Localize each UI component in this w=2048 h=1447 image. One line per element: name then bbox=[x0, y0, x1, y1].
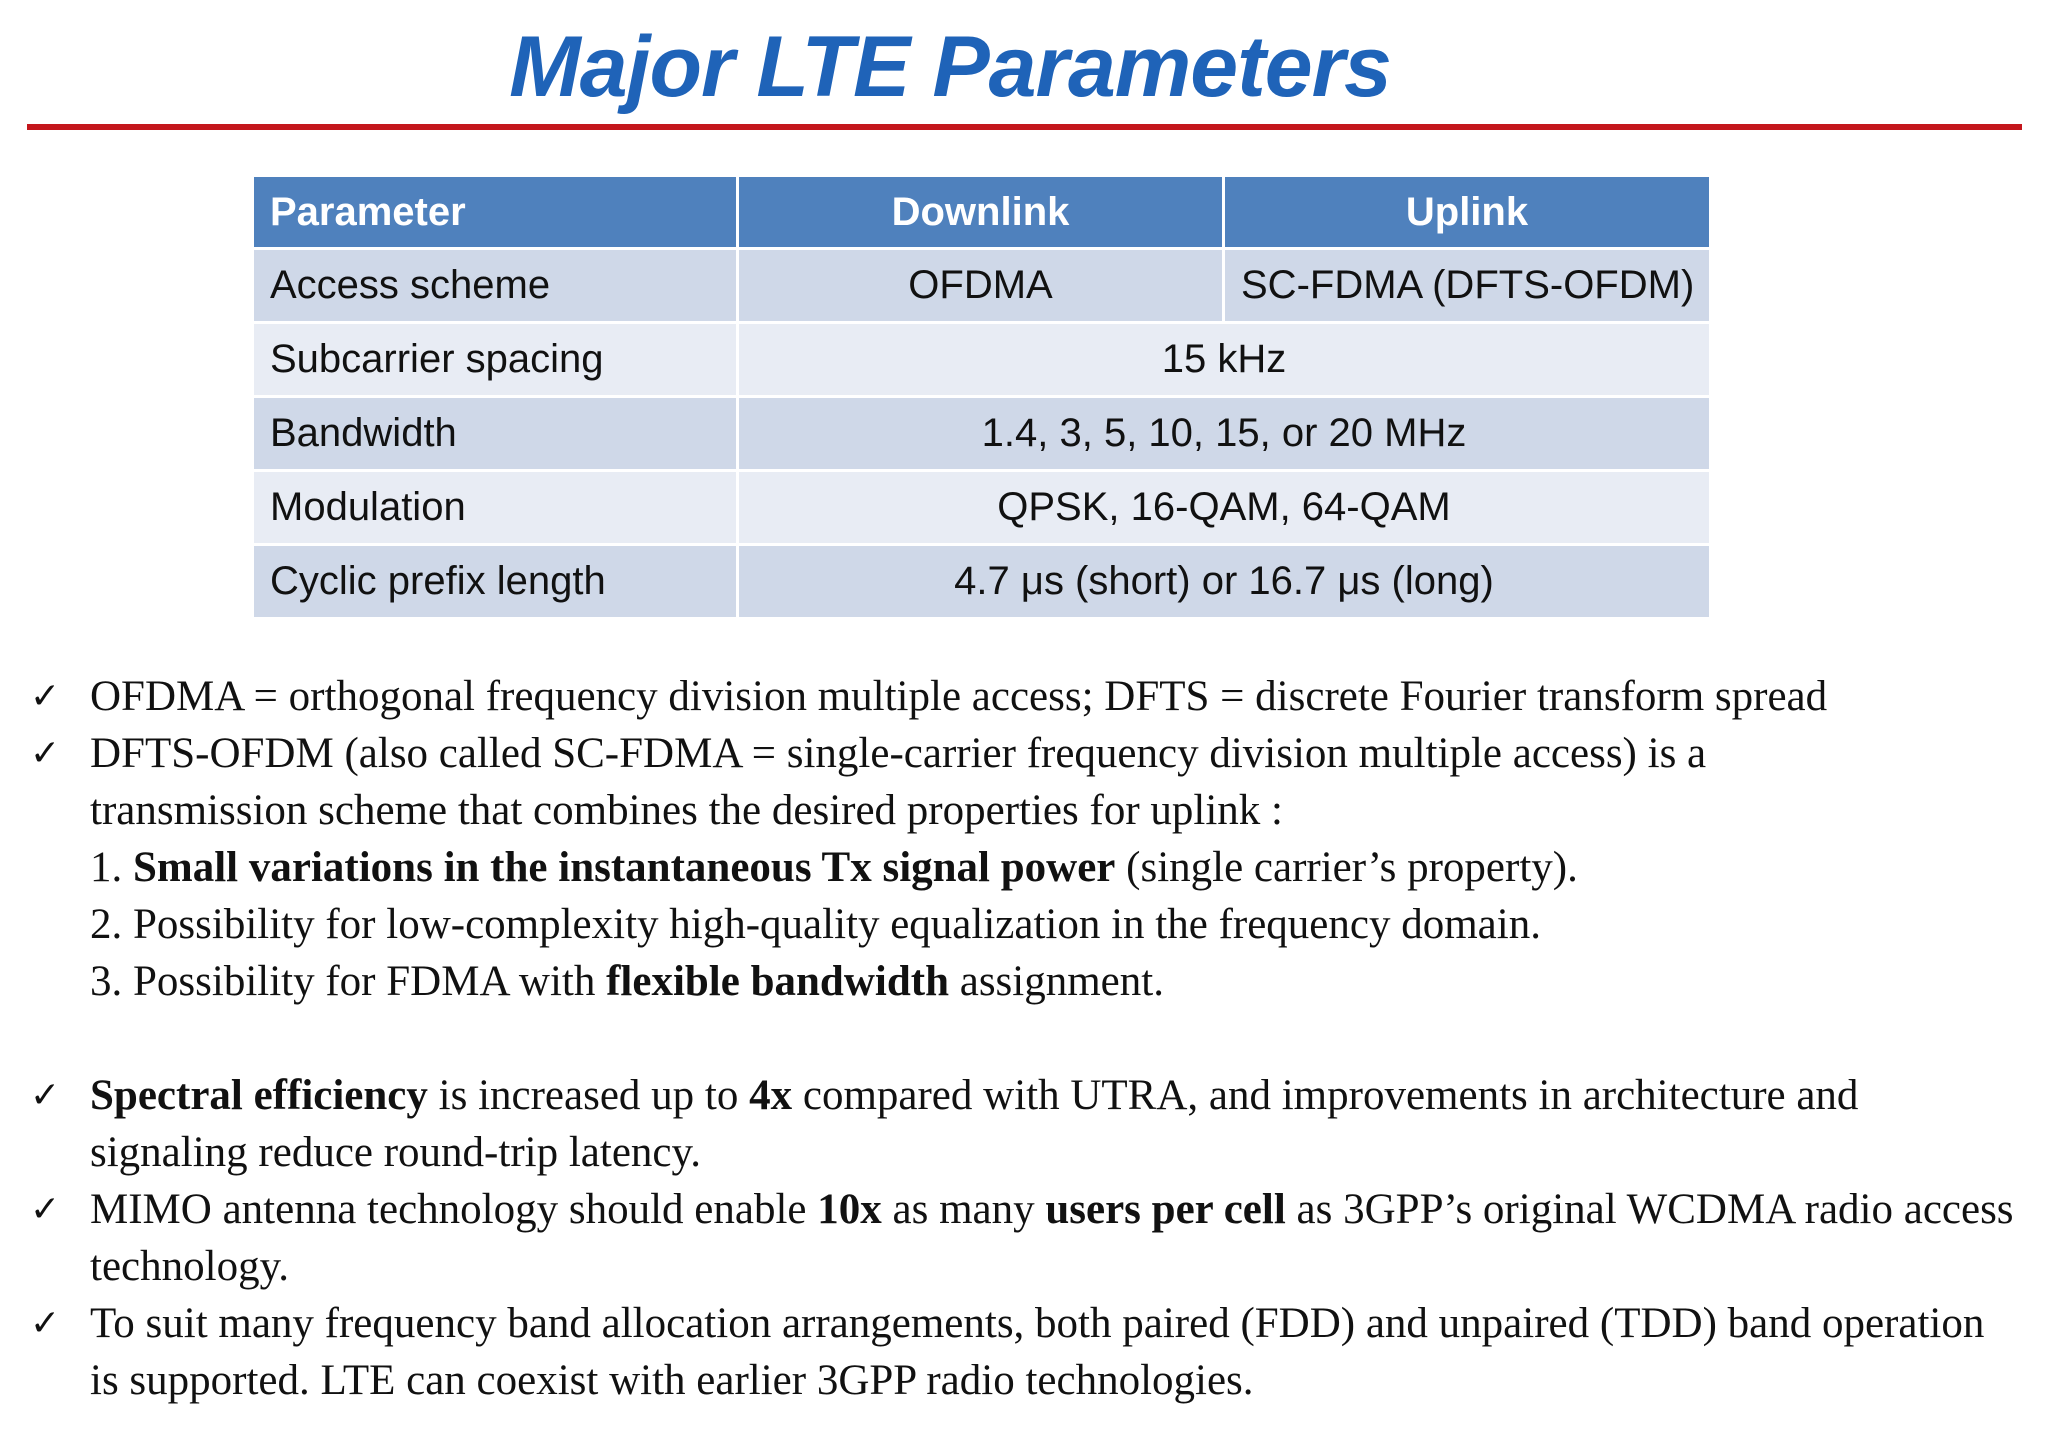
note-fragment: as 3GPP’s original WCDMA radio access technology. bbox=[90, 1186, 2014, 1290]
note-fragment: as many bbox=[881, 1186, 1046, 1233]
point-text: assignment. bbox=[948, 958, 1164, 1005]
numbered-point bbox=[90, 839, 2020, 896]
row-label: Bandwidth bbox=[253, 397, 738, 471]
table-row bbox=[253, 471, 1711, 545]
header-uplink: Uplink bbox=[1224, 176, 1711, 249]
header-downlink: Downlink bbox=[738, 176, 1224, 249]
slide-title: Major LTE Parameters bbox=[509, 19, 1391, 115]
note-fragment: MIMO antenna technology should enable bbox=[90, 1186, 818, 1233]
list-item bbox=[30, 725, 2020, 839]
lte-parameters-table bbox=[251, 174, 1712, 620]
note-line: DFTS-OFDM (also called SC-FDMA = single-carrier frequency division multiple access) is a bbox=[90, 730, 1707, 777]
list-item bbox=[30, 1181, 2020, 1295]
emphasis: Spectral efficiency bbox=[90, 1072, 428, 1119]
table-row bbox=[253, 249, 1711, 323]
downlink-value: OFDMA bbox=[738, 249, 1224, 323]
note-text: To suit many frequency band allocation arrangements, both paired (FDD) and unpaired (TDD) band operation is supported. LTE can coexist with earlier 3GPP radio technologies. bbox=[90, 1300, 1985, 1404]
checkmark-icon: ✓ bbox=[30, 676, 61, 717]
shared-value: QPSK, 16-QAM, 64-QAM bbox=[738, 471, 1711, 545]
table-row bbox=[253, 545, 1711, 619]
note-fragment: compared with UTRA, and improvements in architecture and signaling reduce round-trip latency. bbox=[90, 1072, 1859, 1176]
point-text: 2. Possibility for low-complexity high-quality equalization in the frequency domain. bbox=[90, 901, 1541, 948]
note-line: transmission scheme that combines the desired properties for uplink : bbox=[90, 787, 1283, 834]
row-label: Cyclic prefix length bbox=[253, 545, 738, 619]
note-text: OFDMA = orthogonal frequency division multiple access; DFTS = discrete Fourier transform spread bbox=[90, 673, 1828, 720]
emphasis: users per cell bbox=[1045, 1186, 1286, 1233]
row-label: Subcarrier spacing bbox=[253, 323, 738, 397]
table-row bbox=[253, 397, 1711, 471]
row-label: Modulation bbox=[253, 471, 738, 545]
emphasis: Small variations in the instantaneous Tx signal power bbox=[133, 844, 1116, 891]
list-item bbox=[30, 1067, 2020, 1181]
table-header-row bbox=[253, 176, 1711, 249]
note-fragment: is increased up to bbox=[427, 1072, 750, 1119]
emphasis: 10x bbox=[817, 1186, 882, 1233]
shared-value: 4.7 μs (short) or 16.7 μs (long) bbox=[738, 545, 1711, 619]
note-text bbox=[90, 725, 2020, 839]
checkmark-icon: ✓ bbox=[30, 733, 61, 774]
point-text: (single carrier’s property). bbox=[1115, 844, 1578, 891]
point-number: 1. bbox=[90, 844, 133, 891]
title-divider bbox=[27, 124, 2022, 130]
emphasis: flexible bandwidth bbox=[606, 958, 949, 1005]
note-text bbox=[90, 1067, 2020, 1181]
row-label: Access scheme bbox=[253, 249, 738, 323]
spacer bbox=[30, 1010, 2020, 1067]
numbered-point bbox=[90, 896, 2020, 953]
checkmark-icon: ✓ bbox=[30, 1189, 61, 1230]
point-text: 3. Possibility for FDMA with bbox=[90, 958, 607, 1005]
shared-value: 15 kHz bbox=[738, 323, 1711, 397]
uplink-value: SC-FDMA (DFTS-OFDM) bbox=[1224, 249, 1711, 323]
notes-list bbox=[30, 668, 2020, 1409]
header-parameter: Parameter bbox=[253, 176, 738, 249]
checkmark-icon: ✓ bbox=[30, 1303, 61, 1344]
list-item bbox=[30, 1295, 2020, 1409]
numbered-point bbox=[90, 953, 2020, 1010]
shared-value: 1.4, 3, 5, 10, 15, or 20 MHz bbox=[738, 397, 1711, 471]
emphasis: 4x bbox=[749, 1072, 793, 1119]
table-row bbox=[253, 323, 1711, 397]
checkmark-icon: ✓ bbox=[30, 1075, 61, 1116]
note-text bbox=[90, 1181, 2020, 1295]
list-item bbox=[30, 668, 2020, 725]
